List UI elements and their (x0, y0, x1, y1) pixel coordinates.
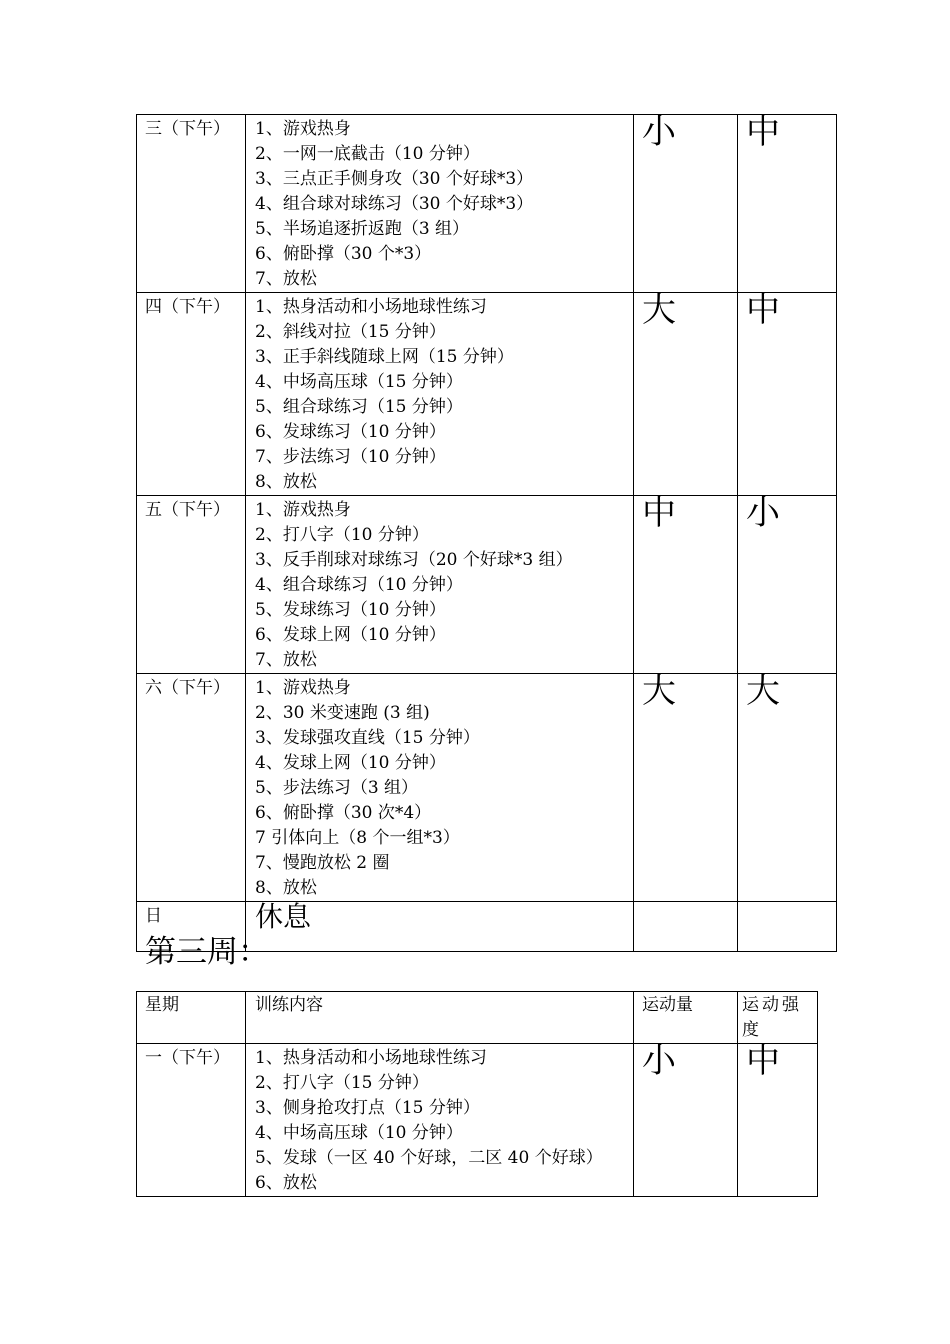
list-item: 3、侧身抢攻打点（15 分钟） (255, 1098, 480, 1118)
intensity-cell: 中 (738, 115, 837, 293)
list-item: 2、斜线对拉（15 分钟） (255, 322, 446, 342)
list-item: 7 引体向上（8 个一组*3） (255, 828, 460, 848)
training-table-week3 (136, 991, 818, 1197)
list-item: 1、游戏热身 (255, 500, 351, 520)
content-cell (246, 1044, 634, 1197)
list-item: 7、放松 (255, 269, 317, 289)
table-row (137, 293, 837, 496)
list-item: 7、步法练习（10 分钟） (255, 447, 446, 467)
intensity-cell: 小 (738, 496, 837, 674)
volume-cell: 小 (634, 1044, 738, 1197)
content-cell (246, 115, 634, 293)
list-item: 6、俯卧撑（30 个*3） (255, 244, 432, 264)
list-item: 8、放松 (255, 878, 317, 898)
list-item: 2、打八字（15 分钟） (255, 1073, 429, 1093)
list-item: 7、放松 (255, 650, 317, 670)
week3-heading: 第三周： (145, 934, 269, 970)
list-item: 2、一网一底截击（10 分钟） (255, 144, 480, 164)
list-item: 2、30 米变速跑 (3 组) (255, 703, 430, 723)
intensity-cell: 中 (738, 1044, 818, 1197)
volume-cell: 中 (634, 496, 738, 674)
list-item: 4、组合球对球练习（30 个好球*3） (255, 194, 534, 214)
volume-cell: 小 (634, 115, 738, 293)
table-row (137, 496, 837, 674)
day-cell: 四（下午） (137, 293, 246, 496)
training-table-week2 (136, 114, 837, 952)
day-cell: 三（下午） (137, 115, 246, 293)
list-item: 7、慢跑放松 2 圈 (255, 853, 390, 873)
header-content: 训练内容 (246, 992, 634, 1044)
list-item: 1、热身活动和小场地球性练习 (255, 297, 487, 317)
list-item: 6、放松 (255, 1173, 317, 1193)
list-item: 3、正手斜线随球上网（15 分钟） (255, 347, 514, 367)
rest-cell: 休息 (246, 902, 634, 952)
list-item: 3、发球强攻直线（15 分钟） (255, 728, 480, 748)
list-item: 4、中场高压球（10 分钟） (255, 1123, 463, 1143)
volume-cell: 大 (634, 293, 738, 496)
list-item: 2、打八字（10 分钟） (255, 525, 429, 545)
day-cell: 六（下午） (137, 674, 246, 902)
header-day: 星期 (137, 992, 246, 1044)
table-header-row (137, 992, 818, 1044)
table-row (137, 1044, 818, 1197)
list-item: 8、放松 (255, 472, 317, 492)
list-item: 1、游戏热身 (255, 119, 351, 139)
content-cell (246, 293, 634, 496)
day-cell: 五（下午） (137, 496, 246, 674)
volume-cell (634, 902, 738, 952)
list-item: 4、发球上网（10 分钟） (255, 753, 446, 773)
list-item: 1、热身活动和小场地球性练习 (255, 1048, 487, 1068)
day-cell: 日 (137, 902, 246, 952)
list-item: 6、发球上网（10 分钟） (255, 625, 446, 645)
list-item: 6、发球练习（10 分钟） (255, 422, 446, 442)
intensity-cell: 中 (738, 293, 837, 496)
list-item: 3、三点正手侧身攻（30 个好球*3） (255, 169, 534, 189)
content-cell (246, 496, 634, 674)
list-item: 4、组合球练习（10 分钟） (255, 575, 463, 595)
list-item: 1、游戏热身 (255, 678, 351, 698)
list-item: 5、半场追逐折返跑（3 组） (255, 219, 470, 239)
table-row (137, 674, 837, 902)
intensity-cell (738, 902, 837, 952)
list-item: 6、俯卧撑（30 次*4） (255, 803, 432, 823)
header-volume: 运动量 (634, 992, 738, 1044)
list-item: 5、发球练习（10 分钟） (255, 600, 446, 620)
content-cell (246, 674, 634, 902)
list-item: 4、中场高压球（15 分钟） (255, 372, 463, 392)
day-cell: 一（下午） (137, 1044, 246, 1197)
list-item: 5、步法练习（3 组） (255, 778, 419, 798)
list-item: 5、发球（一区 40 个好球，二区 40 个好球） (255, 1148, 603, 1168)
volume-cell: 大 (634, 674, 738, 902)
list-item: 3、反手削球对球练习（20 个好球*3 组） (255, 550, 573, 570)
header-intensity: 运动强度 (738, 992, 818, 1044)
list-item: 5、组合球练习（15 分钟） (255, 397, 463, 417)
intensity-cell: 大 (738, 674, 837, 902)
table-row (137, 115, 837, 293)
